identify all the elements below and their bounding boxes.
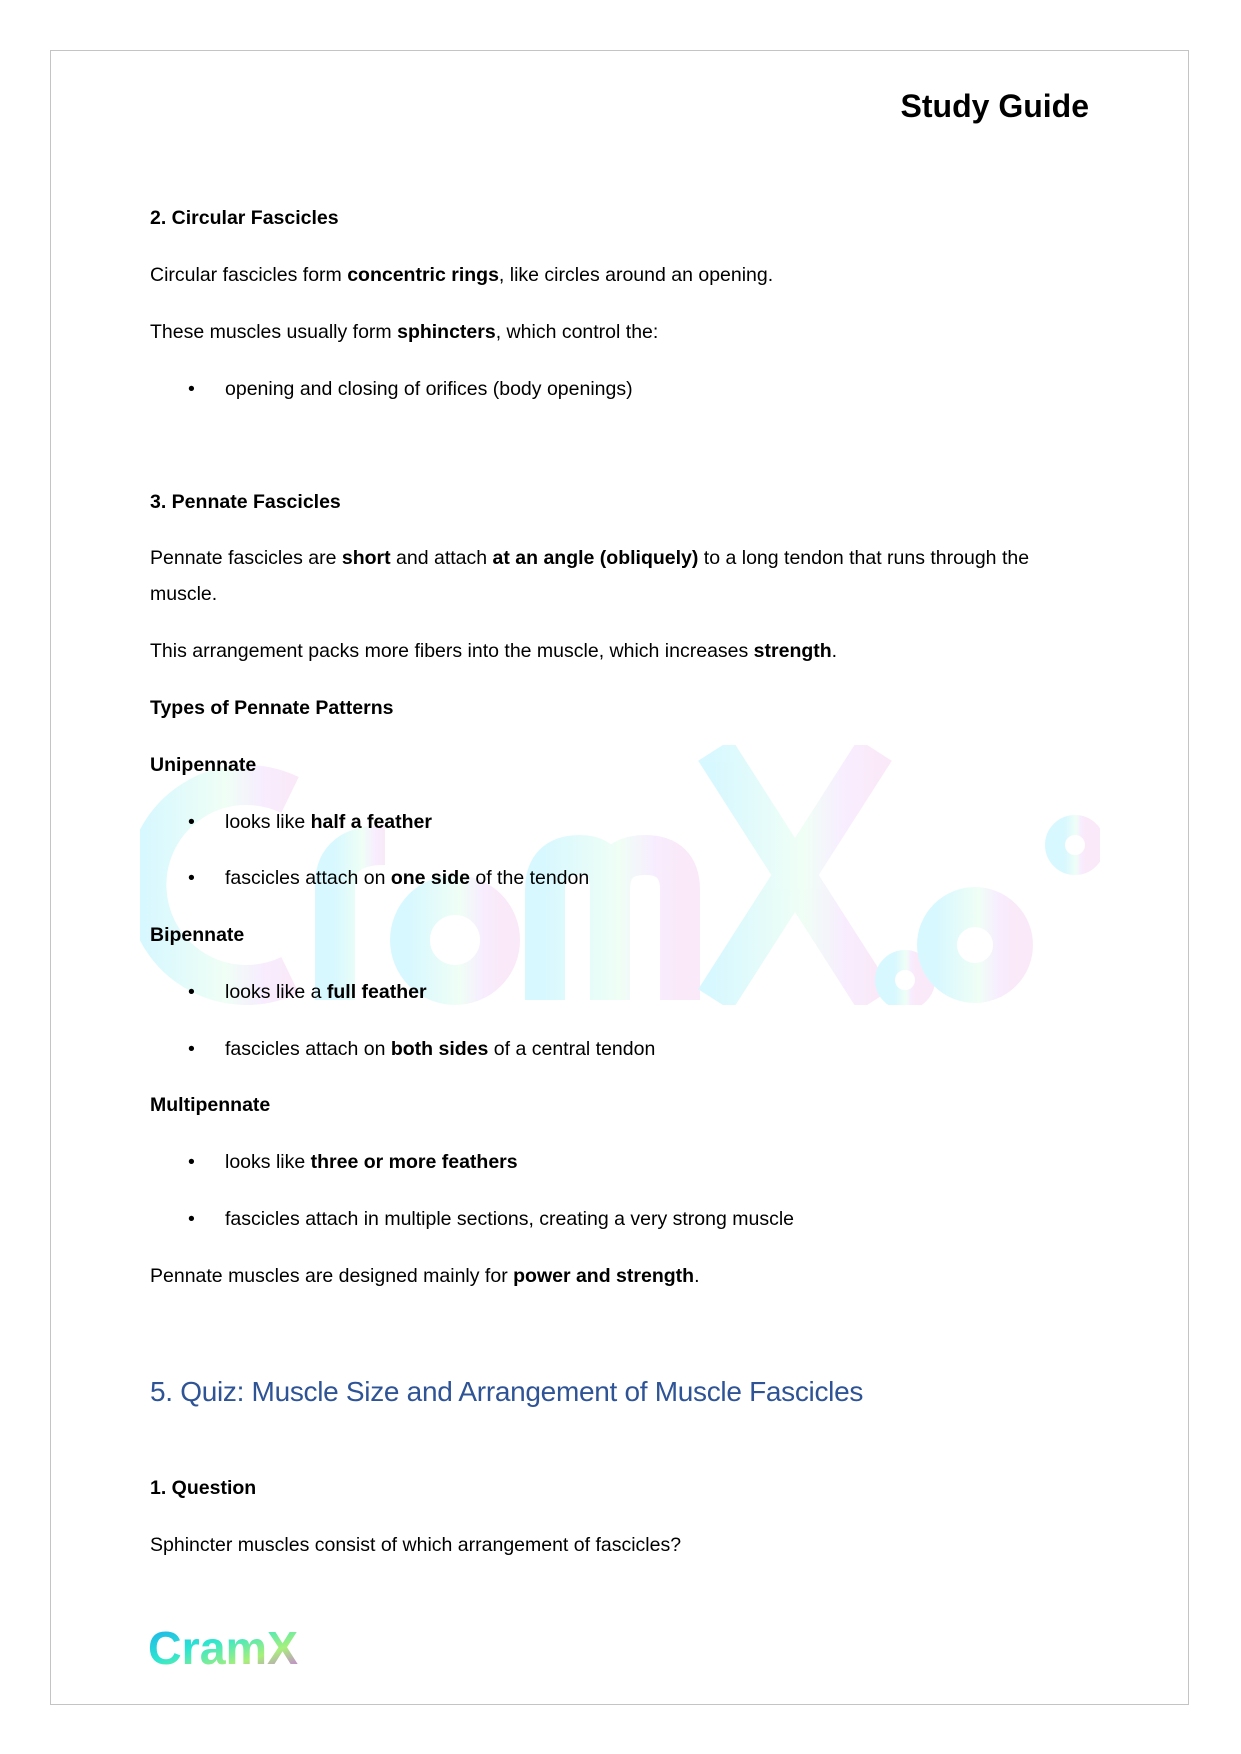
text-run: looks like xyxy=(225,811,311,833)
section-heading xyxy=(150,752,256,778)
paragraph xyxy=(150,581,217,607)
bullet-icon: • xyxy=(188,378,195,400)
paragraph xyxy=(150,262,773,288)
text-run: fascicles attach in multiple sections, creating a very strong muscle xyxy=(225,1208,794,1230)
bold-text: sphincters xyxy=(397,321,496,343)
cramx-logo xyxy=(148,1618,308,1674)
bullet-item xyxy=(188,1036,655,1062)
bold-text: Types of Pennate Patterns xyxy=(150,697,394,719)
bold-text: Bipennate xyxy=(150,924,245,946)
section-heading xyxy=(150,205,339,231)
bullet-item xyxy=(188,979,427,1005)
question-text: Sphincter muscles consist of which arrangement of fascicles? xyxy=(150,1534,682,1556)
text-run: , which control the: xyxy=(495,321,659,343)
paragraph xyxy=(150,319,658,345)
bold-text: full feather xyxy=(326,981,427,1003)
bold-text: strength xyxy=(753,640,832,662)
paragraph xyxy=(150,1263,699,1289)
text-run: to a long tendon that runs through the xyxy=(698,547,1030,569)
bold-text: power and strength xyxy=(513,1265,695,1287)
bullet-item xyxy=(188,809,432,835)
bullet-item xyxy=(188,1149,518,1175)
bold-text: both sides xyxy=(390,1038,489,1060)
bullet-icon: • xyxy=(188,867,195,889)
text-run: This arrangement packs more fibers into the muscle, which increases xyxy=(150,640,754,662)
bold-text: three or more feathers xyxy=(310,1151,518,1173)
bullet-icon: • xyxy=(188,1038,195,1060)
text-run: Pennate fascicles are xyxy=(150,547,342,569)
text-run: muscle. xyxy=(150,583,218,605)
bullet-item xyxy=(188,376,633,402)
logo-text: CramX xyxy=(148,1622,299,1674)
bold-text: concentric rings xyxy=(347,264,499,286)
paragraph xyxy=(150,545,1029,571)
text-run: . xyxy=(694,1265,700,1287)
page-title: Study Guide xyxy=(900,88,1089,124)
text-run: of a central tendon xyxy=(488,1038,656,1060)
bullet-icon: • xyxy=(188,981,195,1003)
bold-text: Unipennate xyxy=(150,754,257,776)
text-run: fascicles attach on xyxy=(225,867,391,889)
text-run: . xyxy=(831,640,838,662)
bold-text: 2. Circular Fascicles xyxy=(150,207,339,229)
bullet-icon: • xyxy=(188,811,195,833)
bullet-icon: • xyxy=(188,1208,195,1230)
text-run: looks like xyxy=(225,1151,311,1173)
bold-text: 3. Pennate Fascicles xyxy=(150,491,341,513)
text-run: , like circles around an opening. xyxy=(498,264,774,286)
text-run: of the tendon xyxy=(469,867,590,889)
section-heading xyxy=(150,489,341,515)
paragraph xyxy=(150,638,837,664)
quiz-heading: 5. Quiz: Muscle Size and Arrangement of Muscle Fascicles xyxy=(150,1376,864,1407)
section-heading xyxy=(150,922,244,948)
bullet-icon: • xyxy=(188,1151,195,1173)
bold-text: one side xyxy=(390,867,470,889)
text-run: fascicles attach on xyxy=(225,1038,391,1060)
text-run: looks like a xyxy=(225,981,327,1003)
text-run: opening and closing of orifices (body openings) xyxy=(225,378,633,400)
text-run: Circular fascicles form xyxy=(150,264,348,286)
text-run: and attach xyxy=(390,547,493,569)
bold-text: at an angle (obliquely) xyxy=(492,547,699,569)
text-run: Pennate muscles are designed mainly for xyxy=(150,1265,514,1287)
section-heading xyxy=(150,695,393,721)
text-run: These muscles usually form xyxy=(150,321,398,343)
bold-text: Multipennate xyxy=(150,1094,271,1116)
bullet-item xyxy=(188,865,589,891)
section-heading xyxy=(150,1092,270,1118)
bold-text: half a feather xyxy=(310,811,432,833)
bullet-item xyxy=(188,1206,794,1232)
question-label: 1. Question xyxy=(150,1477,257,1499)
bold-text: short xyxy=(341,547,391,569)
